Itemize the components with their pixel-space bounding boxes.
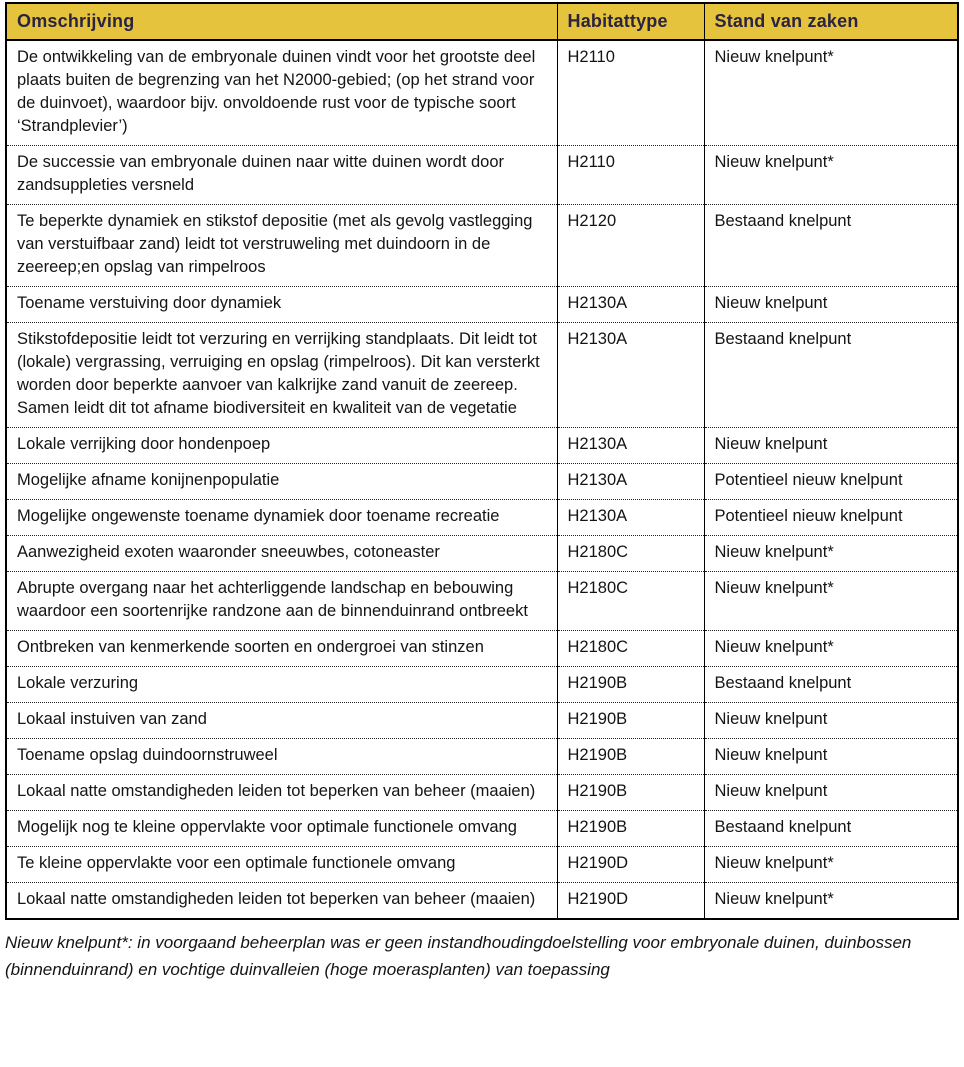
- stand-van-zaken-cell: Nieuw knelpunt*: [704, 146, 958, 205]
- table-row: [6, 500, 958, 536]
- habitattype-cell: H2190B: [557, 739, 704, 775]
- habitattype-cell: H2190B: [557, 703, 704, 739]
- stand-van-zaken-cell: Bestaand knelpunt: [704, 811, 958, 847]
- omschrijving-cell: Te beperkte dynamiek en stikstof depositie (met als gevolg vastlegging van verstuifbaar zand) leidt tot verstruweling met duindoorn in de zeereep;en opslag van rimpelroos: [6, 205, 557, 287]
- table-row: [6, 883, 958, 920]
- table-row: [6, 464, 958, 500]
- habitattype-cell: H2130A: [557, 428, 704, 464]
- habitattype-cell: H2190B: [557, 811, 704, 847]
- footnote: Nieuw knelpunt*: in voorgaand beheerplan was er geen instandhoudingdoelstelling voor embryonale duinen, duinbossen (binnenduinrand) en vochtige duinvalleien (hoge moerasplanten) van toepassing: [5, 933, 912, 979]
- table-row: [6, 146, 958, 205]
- stand-van-zaken-cell: Nieuw knelpunt*: [704, 572, 958, 631]
- table-row: [6, 631, 958, 667]
- omschrijving-cell: Lokale verzuring: [6, 667, 557, 703]
- omschrijving-cell: De successie van embryonale duinen naar witte duinen wordt door zandsuppleties versneld: [6, 146, 557, 205]
- stand-van-zaken-cell: Potentieel nieuw knelpunt: [704, 500, 958, 536]
- omschrijving-cell: Ontbreken van kenmerkende soorten en ondergroei van stinzen: [6, 631, 557, 667]
- omschrijving-cell: Toename verstuiving door dynamiek: [6, 287, 557, 323]
- table-row: [6, 703, 958, 739]
- stand-van-zaken-cell: Nieuw knelpunt*: [704, 883, 958, 920]
- table-row: [6, 847, 958, 883]
- omschrijving-cell: Lokaal natte omstandigheden leiden tot beperken van beheer (maaien): [6, 775, 557, 811]
- table-row: [6, 739, 958, 775]
- habitattype-cell: H2190D: [557, 847, 704, 883]
- table-row: [6, 536, 958, 572]
- stand-van-zaken-cell: Nieuw knelpunt: [704, 739, 958, 775]
- omschrijving-cell: Stikstofdepositie leidt tot verzuring en verrijking standplaats. Dit leidt tot (lokale) vergrassing, verruiging en opslag (rimpelroos). Dit kan versterkt worden door beperkte aanvoer van kalkrijke zand vanuit de zeereep. Samen leidt dit tot afname biodiversiteit en kwaliteit van de vegetatie: [6, 323, 557, 428]
- omschrijving-cell: Lokaal natte omstandigheden leiden tot beperken van beheer (maaien): [17, 890, 536, 908]
- table-row: [6, 775, 958, 811]
- table-body: [6, 40, 958, 919]
- habitattype-cell: H2120: [557, 205, 704, 287]
- omschrijving-cell: Aanwezigheid exoten waaronder sneeuwbes, cotoneaster: [6, 536, 557, 572]
- omschrijving-cell: Toename opslag duindoornstruweel: [6, 739, 557, 775]
- omschrijving-cell: Mogelijke afname konijnenpopulatie: [6, 464, 557, 500]
- stand-van-zaken-cell: Nieuw knelpunt*: [704, 536, 958, 572]
- omschrijving-cell: De ontwikkeling van de embryonale duinen vindt voor het grootste deel plaats buiten de begrenzing van het N2000-gebied; (op het strand voor de duinvoet), waardoor bijv. onvoldoende rust voor de typische soort ‘Strandplevier’): [6, 40, 557, 146]
- table-row: [6, 40, 958, 146]
- column-header-habitattype: Habitattype: [557, 3, 704, 40]
- stand-van-zaken-cell: Nieuw knelpunt: [704, 287, 958, 323]
- habitattype-cell: H2190D: [557, 883, 704, 920]
- habitattype-cell: H2130A: [557, 500, 704, 536]
- stand-van-zaken-cell: Potentieel nieuw knelpunt: [704, 464, 958, 500]
- habitattype-cell: H2190B: [557, 775, 704, 811]
- table-row: [6, 811, 958, 847]
- habitat-knelpunten-table: [5, 2, 959, 920]
- table-header: [6, 3, 958, 40]
- document-page: [0, 2, 964, 1067]
- omschrijving-cell: Lokale verrijking door hondenpoep: [6, 428, 557, 464]
- omschrijving-cell: Lokaal instuiven van zand: [6, 703, 557, 739]
- stand-van-zaken-cell: Nieuw knelpunt: [704, 703, 958, 739]
- stand-van-zaken-cell: Nieuw knelpunt*: [704, 847, 958, 883]
- habitattype-cell: H2130A: [557, 287, 704, 323]
- habitattype-cell: H2180C: [557, 631, 704, 667]
- stand-van-zaken-cell: Nieuw knelpunt: [704, 428, 958, 464]
- table-row: [6, 287, 958, 323]
- habitattype-cell: H2110: [557, 146, 704, 205]
- column-header-stand-van-zaken: Stand van zaken: [704, 3, 958, 40]
- header-row: [6, 3, 958, 40]
- table-row: [6, 428, 958, 464]
- omschrijving-cell: Te kleine oppervlakte voor een optimale functionele omvang: [6, 847, 557, 883]
- stand-van-zaken-cell: Bestaand knelpunt: [704, 205, 958, 287]
- habitattype-cell: H2180C: [557, 536, 704, 572]
- stand-van-zaken-cell: Nieuw knelpunt*: [704, 40, 958, 146]
- habitattype-cell: H2180C: [557, 572, 704, 631]
- table-row: [6, 572, 958, 631]
- stand-van-zaken-cell: Bestaand knelpunt: [704, 667, 958, 703]
- stand-van-zaken-cell: Nieuw knelpunt*: [704, 631, 958, 667]
- table-row: [6, 323, 958, 428]
- omschrijving-cell: Abrupte overgang naar het achterliggende landschap en bebouwing waardoor een soortenrijke randzone aan de binnenduinrand ontbreekt: [6, 572, 557, 631]
- habitattype-cell: H2110: [557, 40, 704, 146]
- omschrijving-cell: Mogelijk nog te kleine oppervlakte voor optimale functionele omvang: [6, 811, 557, 847]
- omschrijving-cell: Mogelijke ongewenste toename dynamiek door toename recreatie: [6, 500, 557, 536]
- habitattype-cell: H2190B: [557, 667, 704, 703]
- table-row: [6, 667, 958, 703]
- table-row: [6, 205, 958, 287]
- column-header-omschrijving: Omschrijving: [6, 3, 557, 40]
- stand-van-zaken-cell: Bestaand knelpunt: [704, 323, 958, 428]
- habitattype-cell: H2130A: [557, 323, 704, 428]
- habitattype-cell: H2130A: [557, 464, 704, 500]
- stand-van-zaken-cell: Nieuw knelpunt: [704, 775, 958, 811]
